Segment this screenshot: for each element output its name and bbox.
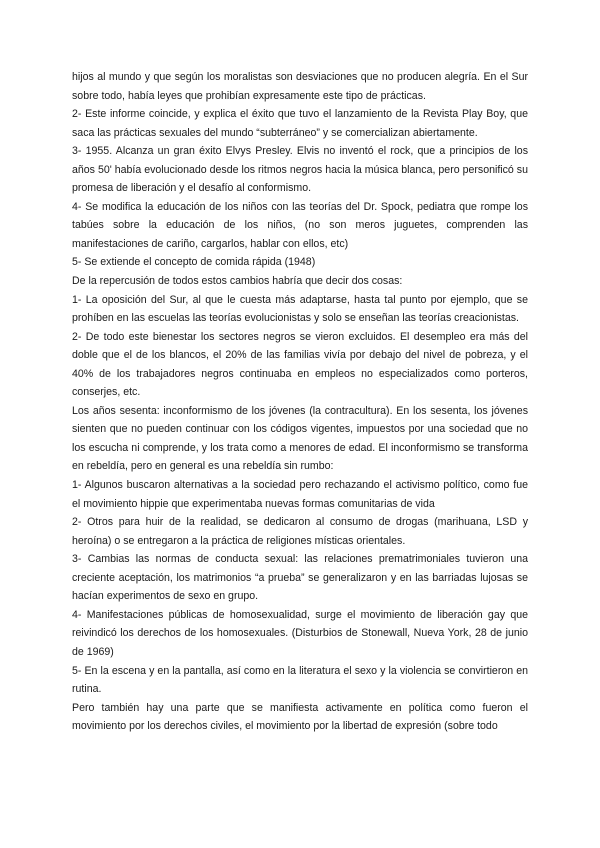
paragraph-fast-food: 5- Se extiende el concepto de comida rápida (1948) [72,256,316,269]
paragraph-hippie-movement: 1- Algunos buscaron alternativas a la sociedad pero rechazando el activismo político, como fue el movimiento hippie que experimentaba nuevas formas comunitarias de vida [72,479,528,510]
paragraph-playboy: 2- Este informe coincide, y explica el éxito que tuvo el lanzamiento de la Revista Play Boy, que saca las prácticas sexuales del mundo “subterráneo” y se comercializan abiertamente. [72,108,528,139]
paragraph-gay-liberation: 4- Manifestaciones públicas de homosexualidad, surge el movimiento de liberación gay que reivindicó los derechos de los homosexuales. (Disturbios de Stonewall, Nueva York, 28 de junio de 1969) [72,608,528,658]
paragraph-drugs-religions: 2- Otros para huir de la realidad, se dedicaron al consumo de drogas (marihuana, LSD y heroína) o se entregaron a la práctica de religiones místicas orientales. [72,516,528,547]
paragraph-sixties-counterculture: Los años sesenta: inconformismo de los jóvenes (la contracultura). En los sesenta, los jóvenes sienten que no pueden continuar con los códigos vigentes, impuestos por una sociedad que no los escucha ni comprende, y los trata como a menores de edad. El inconformismo se transforma en rebeldía, pero en general es una rebeldía sin rumbo: [72,404,528,473]
paragraph-dr-spock: 4- Se modifica la educación de los niños con las teorías del Dr. Spock, pediatra que rompe los tabúes sobre la educación de los niños, (no son meros juguetes, comprenden las manifestaciones de cariño, cargarlos, hablar con ellos, etc) [72,200,528,250]
paragraph-political-activism: Pero también hay una parte que se manifiesta activamente en política como fueron el movimiento por los derechos civiles, el movimiento por la libertad de expresión (sobre todo [72,701,528,733]
paragraph-south-opposition: 1- La oposición del Sur, al que le cuesta más adaptarse, hasta tal punto por ejemplo, que se prohíben en las escuelas las teorías evolucionistas y solo se enseñan las teorías creacionistas. [72,293,528,325]
paragraph-repercussions-intro: De la repercusión de todos estos cambios habría que decir dos cosas: [72,275,403,288]
paragraph-sexual-norms: 3- Cambias las normas de conducta sexual: las relaciones prematrimoniales tuvieron una creciente aceptación, los matrimonios “a prueba” se generalizaron y en las barriadas lujosas se hacían experimentos de sexo en grupo. [72,553,528,603]
paragraph-continuation-moralists: hijos al mundo y que según los moralistas son desviaciones que no producen alegría. En el Sur sobre todo, había leyes que prohibían expresamente este tipo de prácticas. [72,71,528,102]
paragraph-sex-violence-media: 5- En la escena y en la pantalla, así como en la literatura el sexo y la violencia se convirtieron en rutina. [72,664,528,696]
paragraph-elvis-presley: 3- 1955. Alcanza un gran éxito Elvys Presley. Elvis no inventó el rock, que a principios de los años 50' había evolucionado desde los ritmos negros hacia la música blanca, pero personificó su promesa de liberación y el desafío al conformismo. [72,145,528,195]
body-text [72,68,528,736]
paragraph-black-sectors-excluded: 2- De todo este bienestar los sectores negros se vieron excluidos. El desempleo era más del doble que el de los blancos, el 20% de las familias vivía por debajo del nivel de pobreza, y el 40% de los trabajadores negros continuaba en empleos no especializados como porteros, conserjes, etc. [72,330,528,399]
